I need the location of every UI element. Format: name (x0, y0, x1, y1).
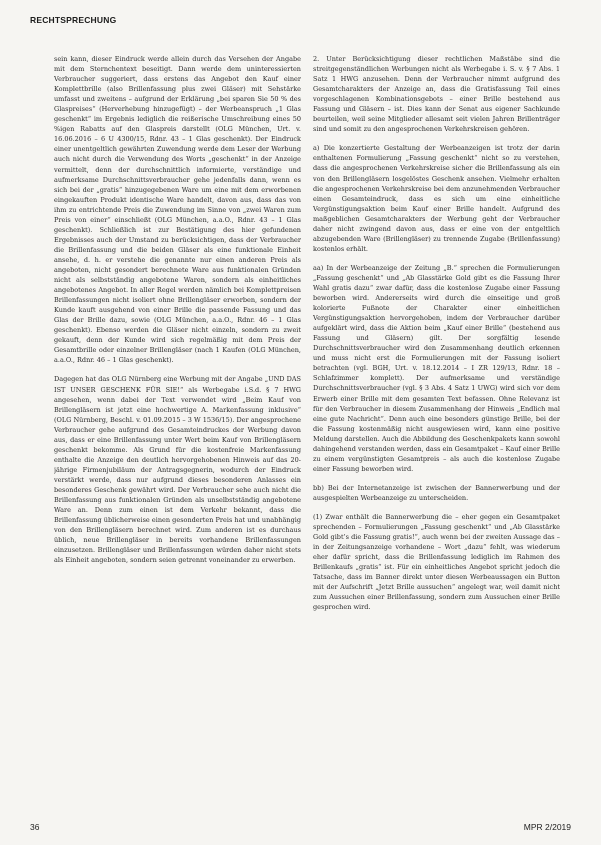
left-paragraph: Dagegen hat das OLG Nürnberg eine Werbung mit der Angabe „UND DAS IST UNSER GESCHENK FÜR SIE!“ als Werbegabe i.S.d. § 7 HWG angesehen, wenn dabei der Text verwendet wird „Beim Kauf von Brillengläsern ist jetzt eine hochwertige A. Markenfassung inklusive“ (OLG Nürnberg, Beschl. v. 01.09.2015 – 3 W 1536/15). Der angesprochene Verbraucher gehe aufgrund des Gesamteindruckes der Werbung davon aus, dass er eine Brillenfassung unter Wert beim Kauf von Brillengläsern geschenkt bekomme. Als Grund für die kostenfreie Markenfassung enthalte die Anzeige den deutlich hervorgehobenen Hinweis auf das 20-jährige Firmenjubiläum der Antragsgegnerin, wodurch der Eindruck verstärkt werde, dass nur aufgrund dieses besonderen Anlasses ein besonderes Geschenk gewährt wird. Der Verbraucher sehe auch nicht die Brillenfassung aus funktionalen Gründen als unselbstständig angebotene Ware an. Denn zum einen ist dem Verkehr bekannt, dass die Brillenfassung üblicherweise einen gesonderten Preis hat und unabhängig von den Brillengläsern berechnet wird. Zum anderen ist es durchaus üblich, neue Brillengläser in bereits vorhandene Brillenfassungen einzusetzen. Brillengläser und Brillenfassungen würden daher nicht stets als Einheit angeboten, sondern seien getrennt voneinander zu erwerben. (54, 375, 301, 565)
left-column (54, 54, 301, 814)
right-paragraph: 2. Unter Berücksichtigung dieser rechtlichen Maßstäbe sind die streitgegenständlichen Werbungen nicht als Werbegabe i. S. v. § 7 Abs. 1 Satz 1 HWG anzusehen. Denn der Verbraucher nimmt aufgrund des Gesamtcharakters der Anzeige an, dass die Gratisfassung Teil eines vorgeschlagenen Kombinationsgebots – einer Brille bestehend aus Fassung und Gläsern – ist. Dies kann der Senat aus eigener Sachkunde beurteilen, weil seine Mitglieder allesamt seit vielen Jahren Brillenträger sind und somit zu den angesprochenen Verkehrskreisen gehören. (313, 55, 560, 134)
left-paragraph: sein kann, dieser Eindruck werde allein durch das Versehen der Angabe mit dem Sternchentext beseitigt. Dann werde dem uninteressierten Verbraucher suggeriert, dass erstens das Angebot den Kauf einer Komplettbrille (also Brillenfassung plus zwei Gläser) mit Sehstärke umfasst und zweitens – aufgrund der Erklärung „bei sparen Sie 50 % des Glaspreises“ (Herverhebung hinzugefügt) – der Werbeanspruch „1 Glas geschenkt“ im Ergebnis lediglich die reißerische Umschreibung eines 50 %igen Rabatts auf den Glaspreis darstellt (OLG München, Urt. v. 16.06.2016 – 6 U 4300/15, Rdnr. 43 – 1 Glas geschenkt). Der Eindruck einer unentgeltlich gewährten Zuwendung werde dem Leser der Werbung auch nicht durch die Verwendung des Worts „geschenkt“ in der Anzeige vermittelt, denn der durchschnittlich informierte, verständige und aufmerksame Durchschnittsverbraucher gehe jedenfalls dann, wenn es sich bei der „gratis“ hinzugegebenen Ware um eine mit dem erworbenen eingekauften Produkt identische Ware handelt, davon aus, dass das von ihm zu entrichtende Preis die Zuwendung im Sinne von „zwei Waren zum Preis von einer“ einschließt (OLG München, a.a.O., Rdnr. 43 – 1 Glas geschenkt). Schließlich ist zur Bestätigung des hier gefundenen Ergebnisses auch der Umstand zu berücksichtigen, dass der Verbraucher die Brillenfassung und die beiden Gläser als eine funktionale Einheit ansehe, d. h. er verstehe die genannte nur einen anderen Preis als angeboten, nicht gesondert berechnete Ware aus funktionalen Gründen nicht als selbstständig angebotene Waren, sondern als einheitliches angebotenes Angebot. In aller Regel werden nämlich bei Komplettpreisen Brillenfassungen nicht isoliert ohne Brillengläser erworben, sondern der Kunde kauft ausgehend von einer Brille die passende Fassung und das Glas der Brille dazu, sowie (OLG München, a.a.O., Rdnr. 46 – 1 Glas geschenkt). Ebenso werden die Gläser nicht einzeln, sondern zu zweit gekauft, denn der Kunde wird sich regelmäßig mit dem Preis der Gesamtbrille oder einzelner Brillengläser (nach 1 Kaufen (OLG München, a.a.O., Rdnr. 46 – 1 Glas geschenkt). (54, 55, 301, 365)
right-paragraph: bb) Bei der Internetanzeige ist zwischen der Bannerwerbung und der ausgespielten Werbeanzeige zu unterscheiden. (313, 483, 560, 502)
issue-label: MPR 2/2019 (523, 822, 571, 832)
page-number: 36 (30, 822, 40, 832)
right-paragraph: a) Die konzertierte Gestaltung der Werbeanzeigen ist trotz der darin enthaltenen Formulierung „Fassung geschenkt“ nicht so zu verstehen, dass die angesprochenen Verkehrskreise sicher die Brillenfassung als ein von den Brillengläsern losgelöstes Geschenk ansehen. Vielmehr erhalten die angesprochenen Verkehrskreise bei dem anzunehmenden Verbraucher einen Gesamteindruck, dass es sich um eine einheitliche Vergünstigungsaktion beim Kauf einer Brille handelt. Aufgrund des maßgeblichen Gesamtcharakters der Werbung geht der Verbraucher daher nicht zwingend davon aus, dass er eine von der entgeltlich abzugebenden Ware (Brillengläser) zu trennende Zugabe (Brillenfassung) kostenlos erhält. (313, 144, 560, 253)
right-paragraph: (1) Zwar enthält die Bannerwerbung die – eher gegen ein Gesamtpaket sprechenden – Formulierungen „Fassung geschenkt“ und „Ab Glasstärke Gold gibt’s die Fassung gratis!“, auch wenn bei der zweiten Aussage das – in der Zeitungsanzeige vorhandene – Wort „dazu“ fehlt, was wiederum eher dafür spricht, dass die Brillenfassung lediglich im Rahmen des Brillenkaufs „gratis“ ist. Für ein einheitliches Angebot spricht jedoch die Tatsache, dass im Banner direkt unter diesen Werbeaussagen ein Button mit der Aufschrift „Jetzt Brille aussuchen“ angelegt war, weil damit nicht zum Aussuchen einer Brillenfassung, sondern zum Aussuchen einer Brille gesprochen wird. (313, 512, 560, 612)
right-column (313, 54, 560, 814)
section-label: RECHTSPRECHUNG (30, 15, 117, 25)
right-paragraph: aa) In der Werbeanzeige der Zeitung „B.“ sprechen die Formulierungen „Fassung geschenkt“ und „Ab Glasstärke Gold gibt es die Fassung Ihrer Wahl gratis dazu“ zwar dafür, dass die kostenlose Zugabe einer Fassung beworben wird. Andererseits wird durch die einseitige und groß kolorierte Fußnote der Charakter einer einheitlichen Vergünstigungsaktion hervorgehoben, indem der Verbraucher darüber aufgeklärt wird, dass die Aktion beim „Kauf einer Brille“ (bestehend aus Fassung und Gläsern) gilt. Der sorgfältig lesende Durchschnittsverbraucher wird den Zusammenhang deutlich erkennen und muss nicht erst die Formulierungen mit der Fassung isoliert betrachten (vgl. BGH, Urt. v. 18.12.2014 – I ZR 129/13, Rdnr. 18 – Schlafzimmer komplett). Der aufmerksame und verständige Durchschnittsverbraucher (vgl. § 3 Abs. 4 Satz 1 UWG) wird sich vor dem Erwerb einer Brille mit dem gesamten Text befassen. Ohne Relevanz ist für den Verbraucher in diesem Zusammenhang der Hinweis „Endlich mal eine gute Nachricht“. Denn auch eine besonders günstige Brille, bei der die Fassung kostenmäßig nicht ausgewiesen wird, kann eine positive Meldung darstellen. Auch die Abbildung des Geschenkpakets kann sowohl dahingehend verstanden werden, dass ein Gesamtpaket – Kauf einer Brille zu einem vergünstigten Gesamtpreis – als auch die kostenlose Zugabe einer Fassung beworben wird. (313, 263, 560, 473)
